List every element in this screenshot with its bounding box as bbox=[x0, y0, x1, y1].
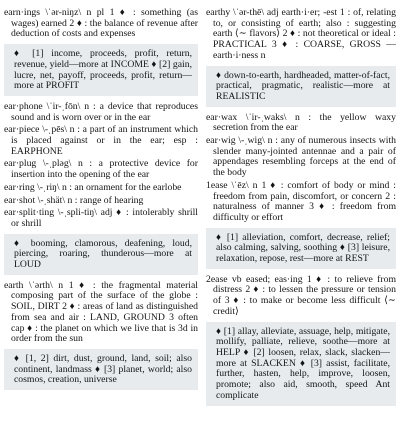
synonym-box-earnings: ♦ [1] income, proceeds, profit, return, revenue, yield—more at INCOME ♦ [2] gain, lucre, net, payoff, proceeds, profit, return—more at PROFIT bbox=[4, 44, 198, 96]
entry-earpiece: ear·piece \-ˌpēs\ n : a part of an instrument which is placed against or in the ear; esp : EARPHONE bbox=[4, 124, 198, 157]
entry-ease-verb: 2ease vb eased; eas·ing 1 ♦ : to relieve from distress 2 ♦ : to lessen the pressure or tension of 3 ♦ : to make or become less difficult ⟨∼ credit⟩ bbox=[206, 273, 396, 317]
entry-earshot: ear·shot \-ˌshät\ n : range of hearing bbox=[4, 194, 144, 206]
entry-earth: earth \ˈərth\ n 1 ♦ : the fragmental material composing part of the surface of the globe : SOIL, DIRT 2 ♦ : areas of land as distinguished from sea and air : LAND, GROUND 3 often cap ♦ : the planet on which we live that is 3d in order from the sun bbox=[4, 279, 198, 345]
synonym-box-earthy: ♦ down-to-earth, hardheaded, matter-of-fact, practical, pragmatic, realistic—more at REALISTIC bbox=[206, 66, 396, 107]
left-column bbox=[4, 8, 198, 396]
synonym-box-earsplitting: ♦ booming, clamorous, deafening, loud, piercing, roaring, thunderous—more at LOUD bbox=[4, 234, 198, 275]
entry-earthy: earthy \ˈər-thē\ adj earth·i·er; -est 1 : of, relating to, or consisting of earth; also : suggesting earth ⟨∼ flavors⟩ 2 ♦ : not theoretical or ideal : PRACTICAL 3 ♦ : COARSE, GROSS — earth·i·ness n bbox=[206, 7, 396, 61]
entry-earplug: ear·plug \-ˌpləg\ n : a protective device for insertion into the opening of the ear bbox=[4, 158, 198, 181]
entry-earwig: ear·wig \-ˌwig\ n : any of numerous insects with slender many-jointed antennae and a pair of appendages resembling forceps at the end of the body bbox=[206, 135, 396, 179]
entry-earphone: ear·phone \ˈir-ˌfōn\ n : a device that reproduces sound and is worn over or in the ear bbox=[4, 100, 198, 123]
entry-ease-noun: 1ease \ˈēz\ n 1 ♦ : comfort of body or mind : freedom from pain, discomfort, or concern 2 : naturalness of manner 3 ♦ : freedom from difficulty or effort bbox=[206, 179, 396, 223]
synonym-box-ease-verb: ♦ [1] allay, alleviate, assuage, help, mitigate, mollify, palliate, relieve, soothe—more at HELP ♦ [2] loosen, relax, slack, slacken—more at SLACKEN ♦ [3] assist, facilitate, further, hasten, help, improve, loosen, promote; also aid, smooth, speed Ant complicate bbox=[206, 322, 396, 406]
entry-earnings: earn·ings \ˈər-niŋz\ n pl 1 ♦ : something (as wages) earned 2 ♦ : the balance of revenue after deduction of costs and expenses bbox=[4, 7, 198, 40]
entry-earwax: ear·wax \ˈir-ˌwaks\ n : the yellow waxy secretion from the ear bbox=[206, 111, 396, 134]
entry-earsplitting: ear·split·ting \-ˌspli-tiŋ\ adj ♦ : intolerably shrill or shrill bbox=[4, 207, 198, 229]
entry-earring: ear·ring \-ˌriŋ\ n : an ornament for the earlobe bbox=[4, 181, 182, 193]
right-column bbox=[206, 8, 396, 412]
synonym-box-earth: ♦ [1, 2] dirt, dust, ground, land, soil; also continent, landmass ♦ [3] planet, world; also cosmos, creation, universe bbox=[4, 349, 198, 390]
synonym-box-ease-noun: ♦ [1] alleviation, comfort, decrease, relief; also calming, salving, soothing ♦ [3] leisure, relaxation, repose, rest—more at REST bbox=[206, 228, 396, 269]
